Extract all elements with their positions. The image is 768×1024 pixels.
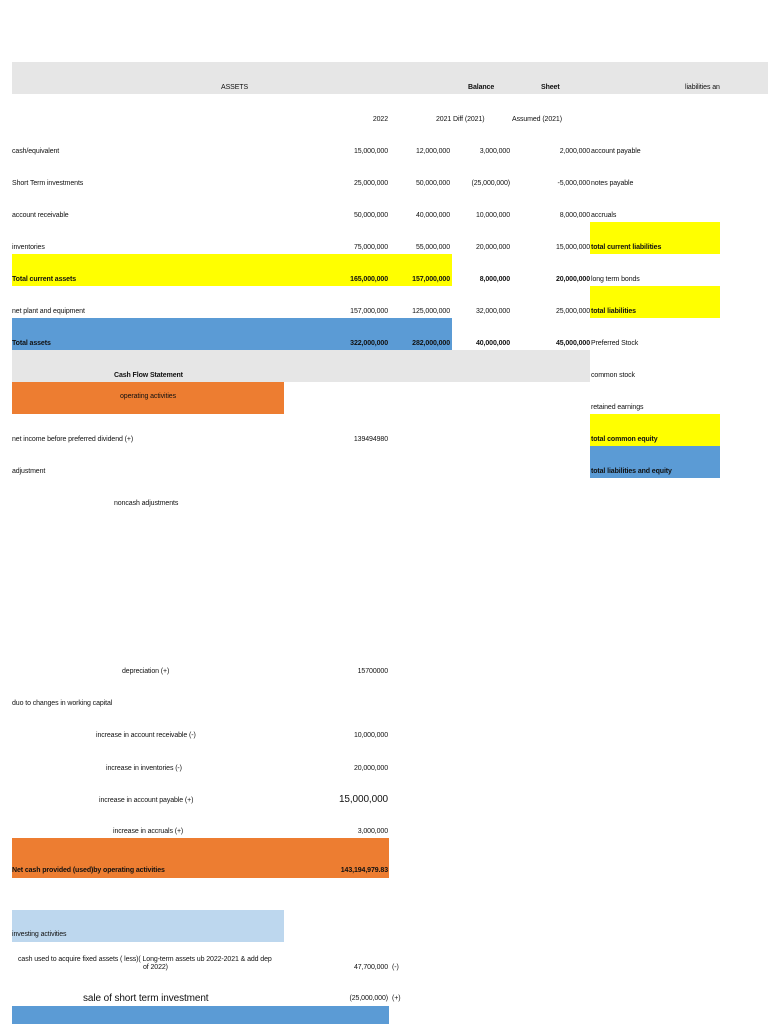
sale-short-term-label: sale of short term investment bbox=[83, 993, 209, 1004]
asset-assumed: 15,000,000 bbox=[555, 244, 590, 251]
liab-label: accruals bbox=[591, 212, 617, 219]
header-band bbox=[12, 62, 768, 94]
asset-2021: 282,000,000 bbox=[412, 340, 450, 347]
header-assets: ASSETS bbox=[221, 84, 249, 91]
header-liabilities: liabilities an bbox=[685, 84, 720, 91]
asset-diff: 8,000,000 bbox=[479, 276, 510, 283]
asset-2021: 55,000,000 bbox=[415, 244, 450, 251]
asset-assumed: 45,000,000 bbox=[555, 340, 590, 347]
net-operating-label: Net cash provided (used)by operating activities bbox=[12, 867, 165, 874]
sale-short-term-value: (25,000,000) bbox=[349, 995, 388, 1002]
asset-assumed: -5,000,000 bbox=[557, 180, 590, 187]
liab-total-liab-equity: total liabilities and equity bbox=[591, 468, 672, 475]
asset-label: Total current assets bbox=[12, 276, 77, 283]
liab-common-stock: common stock bbox=[591, 372, 635, 379]
col-2022: 2022 bbox=[372, 116, 388, 123]
asset-diff: (25,000,000) bbox=[471, 180, 510, 187]
liab-total-common-equity: total common equity bbox=[591, 436, 658, 443]
ap-increase-label: increase in account payable (+) bbox=[99, 797, 194, 804]
asset-diff: 10,000,000 bbox=[475, 212, 510, 219]
inv-increase-value: 20,000,000 bbox=[353, 765, 388, 772]
asset-label: inventories bbox=[12, 244, 45, 251]
asset-2022: 157,000,000 bbox=[350, 308, 388, 315]
cashflow-header-band bbox=[12, 350, 590, 382]
header-sheet: Sheet bbox=[541, 84, 560, 91]
asset-2022: 15,000,000 bbox=[353, 148, 388, 155]
fixed-assets-label-line2: of 2022) bbox=[143, 964, 168, 971]
liab-label: total liabilities bbox=[591, 308, 636, 315]
net-income-label: net income before preferred dividend (+) bbox=[12, 436, 134, 443]
liab-retained-earnings: retained earnings bbox=[591, 404, 644, 411]
asset-2022: 165,000,000 bbox=[350, 276, 388, 283]
fixed-assets-sign: (-) bbox=[392, 964, 399, 971]
asset-diff: 20,000,000 bbox=[475, 244, 510, 251]
ar-increase-value: 10,000,000 bbox=[353, 732, 388, 739]
asset-label: cash/equivalent bbox=[12, 148, 60, 155]
asset-2021: 40,000,000 bbox=[415, 212, 450, 219]
ap-increase-value: 15,000,000 bbox=[338, 794, 388, 805]
liab-label: Preferred Stock bbox=[591, 340, 639, 347]
liab-label: total current liabilities bbox=[591, 244, 662, 251]
liab-label: notes payable bbox=[591, 180, 634, 187]
asset-label: Total assets bbox=[12, 340, 51, 347]
net-income-value: 139494980 bbox=[353, 436, 388, 443]
cashflow-title: Cash Flow Statement bbox=[114, 372, 183, 379]
working-capital-label: duo to changes in working capital bbox=[12, 700, 113, 707]
fixed-assets-value: 47,700,000 bbox=[353, 964, 388, 971]
net-operating-value: 143,194,979.83 bbox=[340, 867, 388, 874]
asset-2021: 12,000,000 bbox=[415, 148, 450, 155]
adjustment-label: adjustment bbox=[12, 468, 46, 475]
asset-assumed: 2,000,000 bbox=[559, 148, 590, 155]
asset-label: net plant and equipment bbox=[12, 308, 85, 315]
bottom-band bbox=[12, 1006, 389, 1024]
col-2021-diff: 2021 Diff (2021) bbox=[436, 116, 485, 123]
asset-2021: 125,000,000 bbox=[412, 308, 450, 315]
asset-2022: 75,000,000 bbox=[353, 244, 388, 251]
header-balance: Balance bbox=[468, 84, 495, 91]
accruals-increase-label: increase in accruals (+) bbox=[113, 828, 184, 835]
col-assumed: Assumed (2021) bbox=[512, 116, 562, 123]
noncash-label: noncash adjustments bbox=[114, 500, 179, 507]
asset-label: Short Term investments bbox=[12, 180, 84, 187]
asset-assumed: 25,000,000 bbox=[555, 308, 590, 315]
operating-label: operating activities bbox=[120, 393, 176, 400]
asset-diff: 32,000,000 bbox=[475, 308, 510, 315]
asset-assumed: 8,000,000 bbox=[559, 212, 590, 219]
asset-label: account receivable bbox=[12, 212, 69, 219]
asset-2021: 157,000,000 bbox=[412, 276, 450, 283]
fixed-assets-label-line1: cash used to acquire fixed assets ( less)( Long-term assets ub 2022-2021 & add dep bbox=[18, 956, 272, 963]
asset-2022: 25,000,000 bbox=[353, 180, 388, 187]
asset-diff: 40,000,000 bbox=[475, 340, 510, 347]
liab-label: account payable bbox=[591, 148, 641, 155]
asset-diff: 3,000,000 bbox=[479, 148, 510, 155]
asset-2021: 50,000,000 bbox=[415, 180, 450, 187]
depreciation-label: depreciation (+) bbox=[122, 668, 170, 675]
accruals-increase-value: 3,000,000 bbox=[357, 828, 388, 835]
sale-short-term-sign: (+) bbox=[392, 995, 401, 1002]
asset-2022: 50,000,000 bbox=[353, 212, 388, 219]
liab-label: long term bonds bbox=[591, 276, 640, 283]
ar-increase-label: increase in account receivable (-) bbox=[96, 732, 196, 739]
inv-increase-label: increase in inventories (-) bbox=[106, 765, 182, 772]
depreciation-value: 15700000 bbox=[357, 668, 388, 675]
investing-label: investing activities bbox=[12, 931, 67, 938]
asset-assumed: 20,000,000 bbox=[555, 276, 590, 283]
asset-2022: 322,000,000 bbox=[350, 340, 388, 347]
